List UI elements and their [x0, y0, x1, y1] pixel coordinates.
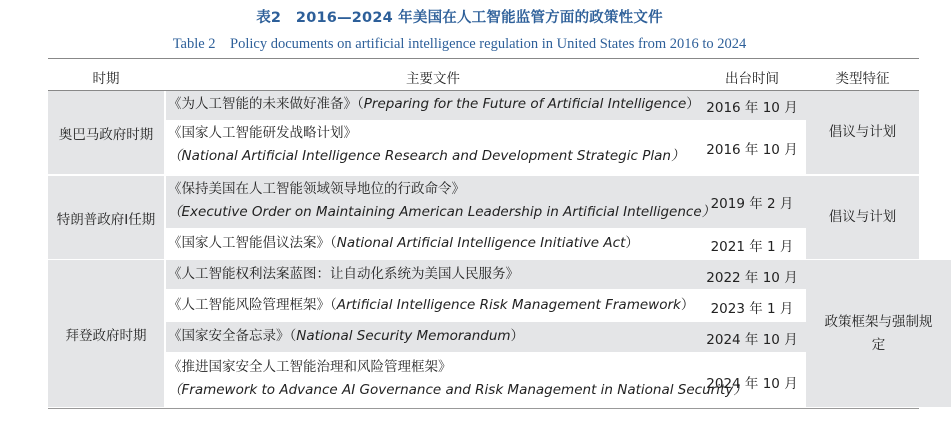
doc-row: 《人工智能风险管理框架》（Artificial Intelligence Risk Management Framework）	[168, 297, 695, 313]
doc-row: 《国家安全备忘录》（National Security Memorandum）	[168, 328, 525, 344]
doc-date: 2024 年 10 月	[706, 376, 798, 392]
period-biden: 拜登政府时期	[48, 260, 164, 407]
doc-row: 《保持美国在人工智能领域领导地位的行政命令》 （Executive Order on Maintaining American Leadership in Artificial Intelligence）	[168, 181, 716, 220]
category-trump: 倡议与计划	[806, 176, 919, 259]
doc-row: 《推进国家安全人工智能治理和风险管理框架》 （Framework to Advance AI Governance and Risk Management in National Security）	[168, 359, 747, 398]
header-period: 时期	[92, 71, 120, 87]
doc-row: 《人工智能权利法案蓝图：让自动化系统为美国人民服务》	[168, 266, 519, 282]
doc-date: 2023 年 1 月	[710, 301, 794, 317]
header-docs: 主要文件	[406, 71, 460, 87]
doc-date: 2021 年 1 月	[710, 239, 794, 255]
doc-date: 2024 年 10 月	[706, 332, 798, 348]
category-biden: 政策框架与强制规定	[806, 260, 951, 407]
bottom-rule	[48, 408, 919, 409]
doc-row: 《国家人工智能研发战略计划》 （National Artificial Intelligence Research and Development Strategic Plan）	[168, 125, 685, 164]
table-title-en: Table 2 Policy documents on artificial intelligence regulation in United States from 2016 to 2024	[172, 36, 747, 52]
doc-date: 2022 年 10 月	[706, 270, 798, 286]
header-date: 出台时间	[725, 71, 779, 87]
doc-date: 2019 年 2 月	[710, 196, 794, 212]
doc-date: 2016 年 10 月	[706, 100, 798, 116]
doc-row: 《国家人工智能倡议法案》（National Artificial Intelligence Initiative Act）	[168, 235, 639, 251]
header-category: 类型特征	[835, 71, 890, 87]
period-obama: 奥巴马政府时期	[48, 91, 164, 174]
doc-row: 《为人工智能的未来做好准备》（Preparing for the Future of Artificial Intelligence）	[168, 96, 700, 112]
top-rule	[48, 58, 919, 59]
period-trump: 特朗普政府Ⅰ任期	[48, 176, 164, 259]
table-title-cn: 表2 2016—2024 年美国在人工智能监管方面的政策性文件	[256, 10, 663, 26]
doc-date: 2016 年 10 月	[706, 142, 798, 158]
category-obama: 倡议与计划	[806, 91, 919, 174]
